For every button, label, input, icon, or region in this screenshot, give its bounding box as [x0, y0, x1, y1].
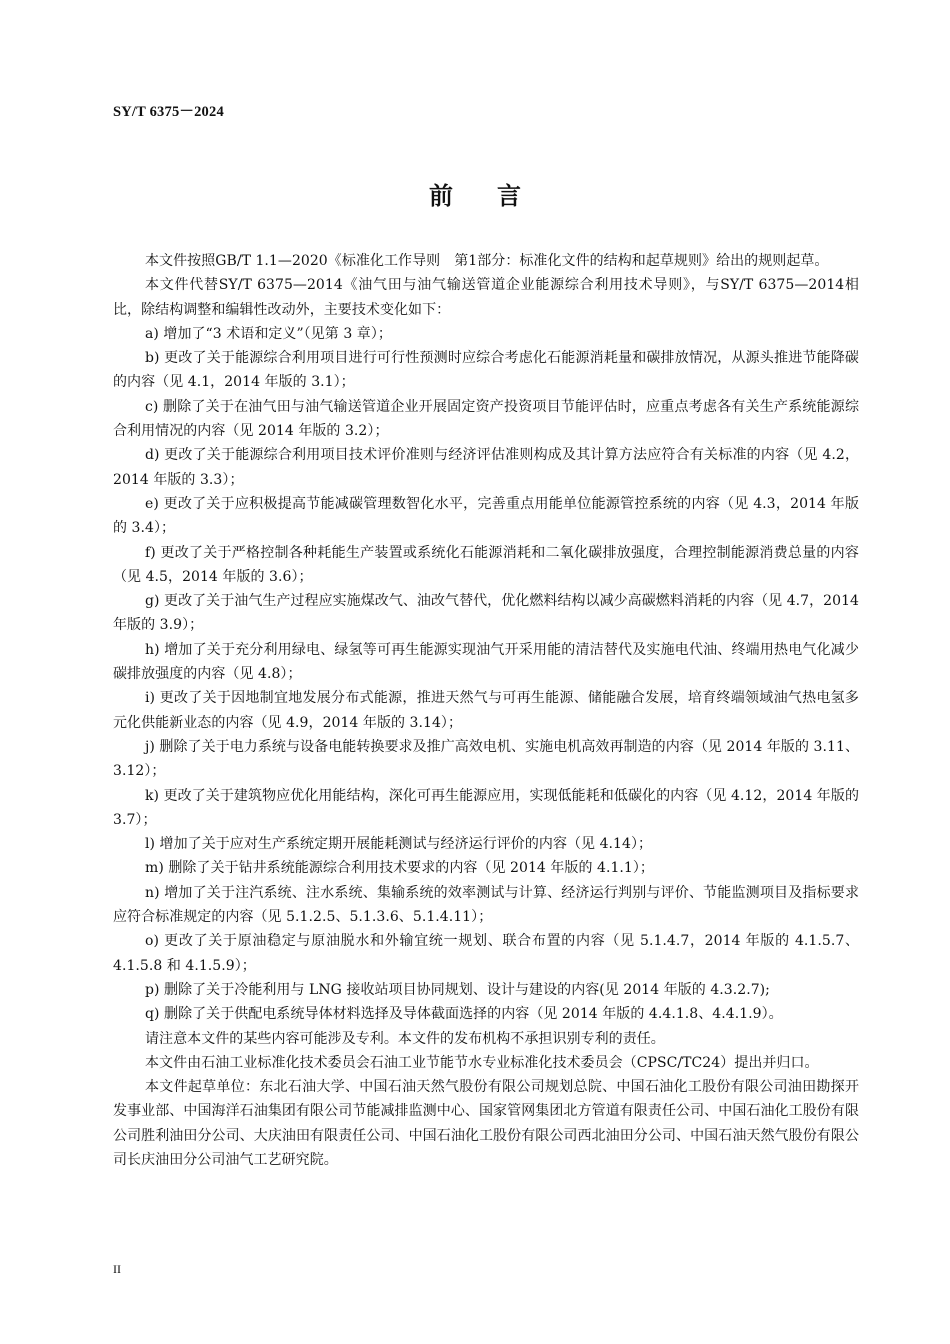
- paragraph-replacement: 本文件代替SY/T 6375—2014《油气田与油气输送管道企业能源综合利用技术导则》，与SY/T 6375—2014相比，除结构调整和编辑性改动外，主要技术变化如下：: [113, 277, 859, 318]
- paragraph-patent-notice: 请注意本文件的某些内容可能涉及专利。本文件的发布机构不承担识别专利的责任。: [145, 1030, 665, 1047]
- change-item-i: i) 更改了关于因地制宜地发展分布式能源，推进天然气与可再生能源、储能融合发展，培育终端领域油气热电氢多元化供能新业态的内容（见 4.9，2014 年版的 3.14）；: [113, 690, 859, 731]
- change-item-g: g) 更改了关于油气生产过程应实施煤改气、油改气替代，优化燃料结构以减少高碳燃料消耗的内容（见 4.7，2014 年版的 3.9）；: [113, 593, 860, 634]
- change-item-a: a) 增加了“3 术语和定义”（见第 3 章）；: [145, 325, 392, 342]
- paragraph-drafting-units: 本文件起草单位：东北石油大学、中国石油天然气股份有限公司规划总院、中国石油化工股份有限公司油田勘探开发事业部、中国海洋石油集团有限公司节能减排监测中心、国家管网集团北方管道有限责任公司、中国石油化工股份有限公司胜利油田分公司、大庆油田有限责任公司、中国石油化工股份有限公司西北油田分公司、中国石油天然气股份有限公司长庆油田分公司油气工艺研究院。: [113, 1079, 859, 1168]
- change-item-c: c) 删除了关于在油气田与油气输送管道企业开展固定资产投资项目节能评估时，应重点考虑各有关生产系统能源综合利用情况的内容（见 2014 年版的 3.2）；: [113, 398, 859, 440]
- foreword-body: [113, 249, 859, 1172]
- page-title: 前言: [429, 182, 565, 210]
- paragraph-intro: 本文件按照GB/T 1.1—2020《标准化工作导则 第1部分：标准化文件的结构和起草规则》给出的规则起草。: [145, 253, 829, 269]
- change-item-l: l) 增加了关于应对生产系统定期开展能耗测试与经济运行评价的内容（见 4.14）；: [145, 836, 653, 853]
- change-item-q: q) 删除了关于供配电系统导体材料选择及导体截面选择的内容（见 2014 年版的 4.4.1.8、4.4.1.9）。: [145, 1006, 783, 1023]
- change-item-d: d) 更改了关于能源综合利用项目技术评价准则与经济评估准则构成及其计算方法应符合有关标准的内容（见 4.2，2014 年版的 3.3）；: [113, 447, 859, 488]
- change-item-e: e) 更改了关于应积极提高节能减碳管理数智化水平，完善重点用能单位能源管控系统的内容（见 4.3，2014 年版的 3.4）；: [113, 495, 859, 537]
- standard-code: SY/T 6375－2024: [113, 104, 224, 120]
- change-item-m: m) 删除了关于钻井系统能源综合利用技术要求的内容（见 2014 年版的 4.1.1）；: [145, 860, 654, 877]
- change-item-o: o) 更改了关于原油稳定与原油脱水和外输宜统一规划、联合布置的内容（见 5.1.4.7，2014 年版的 4.1.5.7、4.1.5.8 和 4.1.5.9）；: [113, 933, 859, 974]
- change-item-j: j) 删除了关于电力系统与设备电能转换要求及推广高效电机、实施电机高效再制造的内容（见 2014 年版的 3.11、3.12）；: [113, 738, 859, 780]
- change-item-k: k) 更改了关于建筑物应优化用能结构，深化可再生能源应用，实现低能耗和低碳化的内容（见 4.12，2014 年版的 3.7）；: [113, 787, 859, 828]
- change-item-p: p) 删除了关于冷能利用与 LNG 接收站项目协同规划、设计与建设的内容(见 2014 年版的 4.3.2.7);: [145, 981, 770, 998]
- paragraph-proposer: 本文件由石油工业标准化技术委员会石油工业节能节水专业标准化技术委员会（CPSC/TC24）提出并归口。: [145, 1054, 819, 1071]
- change-item-b: b) 更改了关于能源综合利用项目进行可行性预测时应综合考虑化石能源消耗量和碳排放情况，从源头推进节能降碳的内容（见 4.1，2014 年版的 3.1）；: [113, 350, 859, 391]
- change-item-h: h) 增加了关于充分利用绿电、绿氢等可再生能源实现油气开采用能的清洁替代及实施电代油、终端用热电气化减少碳排放强度的内容（见 4.8）；: [113, 641, 859, 683]
- page-number: II: [113, 1262, 121, 1276]
- change-item-n: n) 增加了关于注汽系统、注水系统、集输系统的效率测试与计算、经济运行判别与评价、节能监测项目及指标要求应符合标准规定的内容（见 5.1.2.5、5.1.3.6、5.1.4.11）；: [113, 884, 859, 926]
- change-item-f: f) 更改了关于严格控制各种耗能生产装置或系统化石能源消耗和二氧化碳排放强度，合理控制能源消费总量的内容（见 4.5，2014 年版的 3.6）；: [113, 544, 859, 585]
